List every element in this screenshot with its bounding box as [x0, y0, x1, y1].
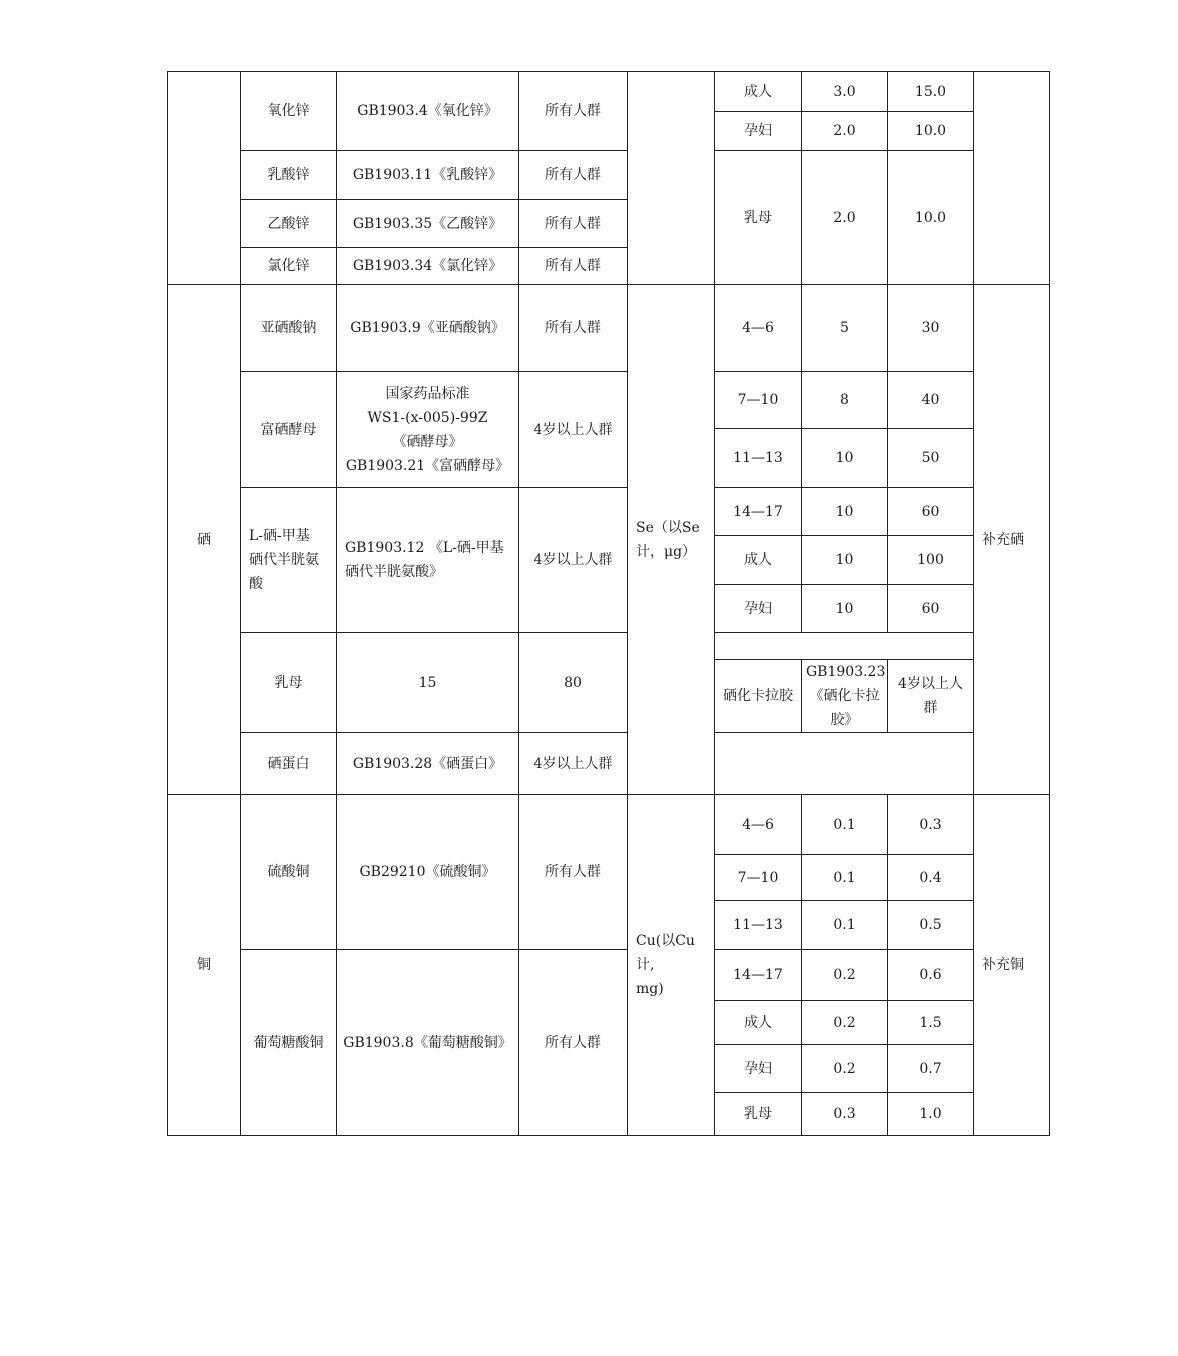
max-amount: 0.5	[888, 901, 974, 950]
standard-reference: GB1903.8《葡萄糖酸铜》	[337, 950, 519, 1136]
age-group: 孕妇	[715, 1045, 802, 1093]
max-amount: 15.0	[888, 72, 974, 112]
function-cell: 补充铜	[974, 795, 1050, 1136]
min-amount: 10	[802, 488, 888, 536]
max-amount: 0.6	[888, 950, 974, 1001]
nutrient-name: 硒	[168, 285, 241, 795]
compound-name: 富硒酵母	[241, 372, 337, 488]
age-group: 7—10	[715, 372, 802, 429]
applicable-population: 所有人群	[519, 795, 628, 950]
max-amount: 1.0	[888, 1093, 974, 1136]
max-amount: 0.3	[888, 795, 974, 855]
age-group: 14—17	[715, 488, 802, 536]
standard-reference: 国家药品标准 WS1-(x-005)-99Z 《硒酵母》 GB1903.21《富硒酵母》	[337, 372, 519, 488]
min-amount: 15	[337, 633, 519, 733]
min-amount: 2.0	[802, 151, 888, 285]
unit-cell: Cu(以Cu计, mg)	[628, 795, 715, 1136]
min-amount: 8	[802, 372, 888, 429]
applicable-population: 4岁以上人群	[888, 660, 974, 733]
compound-name: 氧化锌	[241, 72, 337, 151]
standard-reference: GB1903.35《乙酸锌》	[337, 200, 519, 248]
compound-name: 硒蛋白	[241, 733, 337, 795]
standard-reference: GB1903.12 《L-硒-甲基 硒代半胱氨酸》	[337, 488, 519, 633]
age-group: 孕妇	[715, 585, 802, 633]
table-row	[168, 733, 1050, 795]
min-amount: 0.2	[802, 1001, 888, 1045]
table-row	[168, 950, 1050, 1001]
age-group: 乳母	[241, 633, 337, 733]
table-row	[168, 633, 1050, 660]
max-amount: 60	[888, 585, 974, 633]
standard-reference: GB1903.9《亚硒酸钠》	[337, 285, 519, 372]
compound-name: 硫酸铜	[241, 795, 337, 950]
table-row	[168, 488, 1050, 536]
age-group: 孕妇	[715, 112, 802, 151]
max-amount: 10.0	[888, 151, 974, 285]
min-amount: 10	[802, 536, 888, 585]
compound-name: L-硒-甲基 硒代半胱氨 酸	[241, 488, 337, 633]
compound-name: 亚硒酸钠	[241, 285, 337, 372]
age-group: 4—6	[715, 285, 802, 372]
standard-reference: GB1903.4《氧化锌》	[337, 72, 519, 151]
nutrient-name: 铜	[168, 795, 241, 1136]
table-row	[168, 151, 1050, 200]
applicable-population: 所有人群	[519, 72, 628, 151]
compound-name: 乳酸锌	[241, 151, 337, 200]
table-row	[168, 285, 1050, 372]
applicable-population: 4岁以上人群	[519, 372, 628, 488]
min-amount: 10	[802, 429, 888, 488]
age-group: 乳母	[715, 1093, 802, 1136]
max-amount: 0.7	[888, 1045, 974, 1093]
min-amount: 0.1	[802, 901, 888, 950]
age-group: 7—10	[715, 855, 802, 901]
table-row	[168, 372, 1050, 429]
min-amount: 0.1	[802, 855, 888, 901]
nutrient-specification-table	[167, 71, 1050, 1136]
compound-name: 硒化卡拉胶	[715, 660, 802, 733]
max-amount: 1.5	[888, 1001, 974, 1045]
age-group: 成人	[715, 72, 802, 112]
compound-name: 乙酸锌	[241, 200, 337, 248]
standard-reference: GB1903.11《乳酸锌》	[337, 151, 519, 200]
max-amount: 60	[888, 488, 974, 536]
standard-reference: GB1903.23《硒化卡拉胶》	[802, 660, 888, 733]
max-amount: 10.0	[888, 112, 974, 151]
compound-name: 葡萄糖酸铜	[241, 950, 337, 1136]
table-row	[168, 72, 1050, 112]
standard-reference: GB1903.28《硒蛋白》	[337, 733, 519, 795]
age-group: 成人	[715, 1001, 802, 1045]
max-amount: 0.4	[888, 855, 974, 901]
zinc-nutrient-cell	[168, 72, 241, 285]
applicable-population: 所有人群	[519, 950, 628, 1136]
max-amount: 100	[888, 536, 974, 585]
age-group: 11—13	[715, 901, 802, 950]
age-group: 14—17	[715, 950, 802, 1001]
standard-reference: GB29210《硫酸铜》	[337, 795, 519, 950]
compound-name: 氯化锌	[241, 248, 337, 285]
applicable-population: 所有人群	[519, 151, 628, 200]
applicable-population: 所有人群	[519, 248, 628, 285]
applicable-population: 4岁以上人群	[519, 733, 628, 795]
standard-reference: GB1903.34《氯化锌》	[337, 248, 519, 285]
table-row	[168, 795, 1050, 855]
age-group: 4—6	[715, 795, 802, 855]
max-amount: 40	[888, 372, 974, 429]
unit-cell: Se（以Se 计，μg）	[628, 285, 715, 795]
function-cell: 补充硒	[974, 285, 1050, 795]
age-group: 成人	[715, 536, 802, 585]
max-amount: 50	[888, 429, 974, 488]
max-amount: 30	[888, 285, 974, 372]
min-amount: 0.2	[802, 950, 888, 1001]
min-amount: 5	[802, 285, 888, 372]
applicable-population: 所有人群	[519, 200, 628, 248]
applicable-population: 4岁以上人群	[519, 488, 628, 633]
function-cell	[974, 72, 1050, 285]
min-amount: 10	[802, 585, 888, 633]
min-amount: 0.2	[802, 1045, 888, 1093]
min-amount: 0.1	[802, 795, 888, 855]
applicable-population: 所有人群	[519, 285, 628, 372]
age-group: 乳母	[715, 151, 802, 285]
unit-cell	[628, 72, 715, 285]
min-amount: 0.3	[802, 1093, 888, 1136]
age-group: 11—13	[715, 429, 802, 488]
min-amount: 2.0	[802, 112, 888, 151]
max-amount: 80	[519, 633, 628, 733]
min-amount: 3.0	[802, 72, 888, 112]
